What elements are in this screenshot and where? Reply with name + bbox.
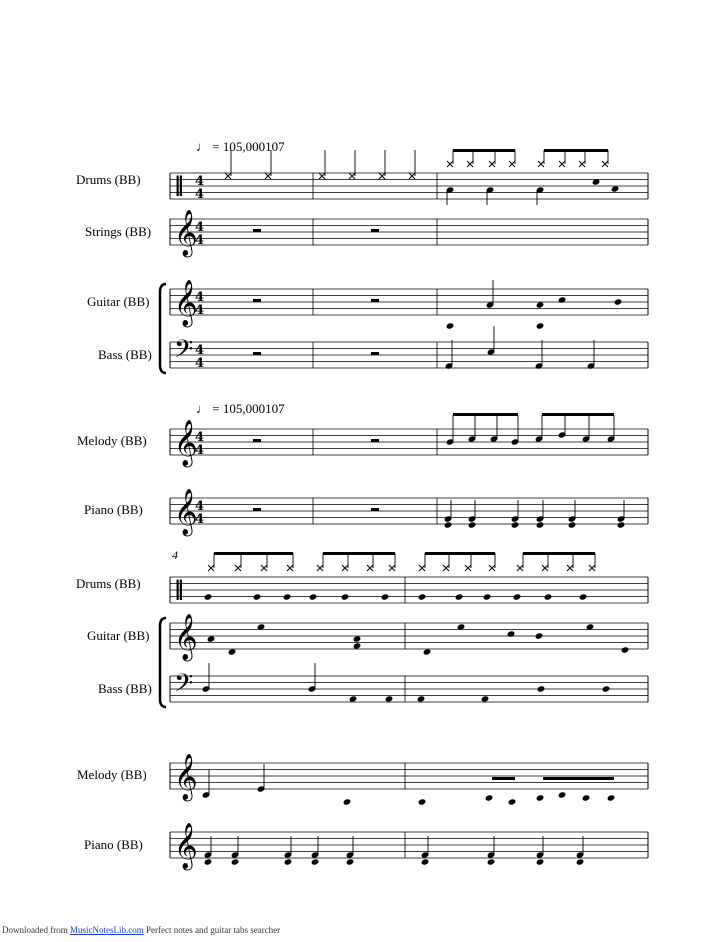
staff-label-guitar-2: Guitar (BB) — [87, 628, 150, 643]
note-head — [444, 521, 453, 528]
x-notehead — [559, 161, 565, 167]
note-beam — [523, 552, 595, 555]
note-head — [602, 685, 611, 692]
note-head — [617, 521, 626, 528]
staff2-2 — [170, 676, 648, 702]
note-head — [614, 298, 623, 305]
note-beam — [544, 149, 608, 152]
x-notehead — [317, 565, 323, 571]
note-head — [385, 695, 394, 702]
x-notehead — [389, 565, 395, 571]
whole-rest-icon — [371, 352, 379, 355]
quarter-note-icon: ♩ — [196, 139, 209, 154]
note-head — [341, 593, 350, 600]
staff-label-piano-2: Piano (BB) — [84, 837, 143, 852]
staff-label-strings: Strings (BB) — [85, 224, 152, 239]
note-head — [381, 593, 390, 600]
note-head — [309, 593, 318, 600]
x-notehead — [409, 173, 415, 179]
note-head — [487, 858, 496, 865]
x-notehead — [319, 173, 325, 179]
staff-bracket — [160, 284, 166, 373]
note-head — [507, 630, 516, 637]
time-signature-bottom: 4 — [195, 187, 205, 202]
percussion-clef-icon: ‖ — [174, 172, 184, 196]
x-notehead — [465, 565, 471, 571]
note-head — [283, 593, 292, 600]
x-notehead — [589, 565, 595, 571]
note-head — [349, 695, 358, 702]
x-notehead — [517, 565, 523, 571]
x-notehead — [349, 173, 355, 179]
x-notehead — [489, 161, 495, 167]
time-signature-top: 4 — [195, 343, 205, 358]
note-head — [231, 858, 240, 865]
whole-rest-icon — [371, 439, 379, 442]
note-head — [537, 685, 546, 692]
time-signature-bottom: 4 — [195, 443, 205, 458]
staff-5 — [170, 498, 648, 524]
staff-label-drums-2: Drums (BB) — [76, 576, 141, 591]
x-notehead — [225, 173, 231, 179]
note-head — [568, 521, 577, 528]
staff-4 — [170, 429, 648, 455]
staff2-0 — [170, 577, 648, 603]
note-beam — [542, 413, 614, 416]
note-head — [204, 593, 213, 600]
note-beam — [323, 552, 395, 555]
x-notehead — [567, 565, 573, 571]
note-head — [485, 794, 494, 801]
note-head — [558, 791, 567, 798]
x-notehead — [261, 565, 267, 571]
x-notehead — [542, 565, 548, 571]
tempo-mark-2: ♩ = 105,000107 — [196, 401, 285, 416]
x-notehead — [602, 161, 608, 167]
whole-rest-icon — [253, 439, 261, 442]
note-head — [418, 798, 427, 805]
note-head — [536, 301, 545, 308]
note-head — [558, 296, 567, 303]
note-head — [511, 521, 520, 528]
tempo-mark-1: ♩ = 105,000107 — [196, 139, 285, 154]
note-head — [607, 794, 616, 801]
x-notehead — [367, 565, 373, 571]
x-notehead — [538, 161, 544, 167]
time-signature-bottom: 4 — [195, 233, 205, 248]
time-signature-top: 4 — [195, 220, 205, 235]
staff-label-bass-2: Bass (BB) — [98, 681, 152, 696]
note-head — [446, 322, 455, 329]
time-signature-top: 4 — [195, 174, 205, 189]
note-head — [228, 648, 237, 655]
x-notehead — [379, 173, 385, 179]
note-head — [346, 858, 355, 865]
staff-label-drums: Drums (BB) — [76, 172, 141, 187]
note-head — [423, 648, 432, 655]
note-head — [481, 695, 490, 702]
note-head — [576, 858, 585, 865]
staff-label-bass: Bass (BB) — [98, 347, 152, 362]
note-head — [483, 593, 492, 600]
quarter-note-icon: ♩ — [196, 401, 209, 416]
whole-rest-icon — [253, 229, 261, 232]
x-notehead — [509, 161, 515, 167]
note-head — [536, 858, 545, 865]
note-head — [417, 695, 426, 702]
staff-label-melody: Melody (BB) — [77, 433, 147, 448]
staff2-1 — [170, 623, 648, 649]
note-head — [207, 635, 216, 642]
whole-rest-icon — [371, 229, 379, 232]
note-beam — [453, 413, 518, 416]
note-head — [204, 858, 213, 865]
note-head — [343, 798, 352, 805]
whole-rest-icon — [253, 299, 261, 302]
note-head — [421, 858, 430, 865]
time-signature-top: 4 — [195, 430, 205, 445]
time-signature-top: 4 — [195, 499, 205, 514]
note-beam — [453, 149, 515, 152]
note-head — [611, 185, 620, 192]
treble-clef-icon: 𝄞 — [174, 754, 198, 800]
x-notehead — [342, 565, 348, 571]
bass-clef-icon: 𝄢 — [174, 669, 194, 704]
note-head — [513, 593, 522, 600]
footer-link[interactable]: MusicNotesLib.com — [69, 925, 144, 935]
note-head — [468, 521, 477, 528]
note-head — [353, 642, 362, 649]
note-head — [535, 632, 544, 639]
bass-clef-icon: 𝄢 — [174, 335, 194, 370]
note-head — [311, 858, 320, 865]
note-head — [536, 322, 545, 329]
whole-rest-icon — [253, 352, 261, 355]
staff2-4 — [170, 832, 648, 858]
note-beam — [543, 777, 614, 780]
staff-2 — [170, 289, 648, 315]
percussion-clef-icon: ‖ — [174, 576, 184, 600]
note-head — [418, 593, 427, 600]
time-signature-bottom: 4 — [195, 356, 205, 371]
note-head — [579, 593, 588, 600]
x-notehead — [235, 565, 241, 571]
note-head — [353, 635, 362, 642]
note-head — [508, 798, 517, 805]
note-head — [536, 521, 545, 528]
x-notehead — [443, 565, 449, 571]
x-notehead — [265, 173, 271, 179]
time-signature-bottom: 4 — [195, 303, 205, 318]
treble-clef-icon: 𝄞 — [174, 614, 198, 660]
staff-label-guitar: Guitar (BB) — [87, 294, 150, 309]
whole-rest-icon — [371, 508, 379, 511]
treble-clef-icon: 𝄞 — [174, 489, 198, 535]
whole-rest-icon — [371, 299, 379, 302]
staff2-3 — [170, 763, 648, 789]
whole-rest-icon — [253, 508, 261, 511]
note-head — [536, 794, 545, 801]
footer-suffix: Perfect notes and guitar tabs searcher — [145, 925, 281, 935]
note-head — [544, 593, 553, 600]
staff-1 — [170, 219, 648, 245]
time-signature-top: 4 — [195, 290, 205, 305]
staff-3 — [170, 342, 648, 368]
measure-number: 4 — [172, 548, 178, 562]
staff-label-melody-2: Melody (BB) — [77, 767, 147, 782]
x-notehead — [208, 565, 214, 571]
note-head — [284, 858, 293, 865]
x-notehead — [467, 161, 473, 167]
note-head — [455, 593, 464, 600]
note-head — [582, 794, 591, 801]
staff-0 — [170, 173, 648, 199]
note-beam — [425, 552, 495, 555]
treble-clef-icon: 𝄞 — [174, 210, 198, 256]
x-notehead — [447, 161, 453, 167]
x-notehead — [287, 565, 293, 571]
treble-clef-icon: 𝄞 — [174, 280, 198, 326]
staff-bracket — [160, 618, 166, 707]
staff-label-piano: Piano (BB) — [84, 502, 143, 517]
x-notehead — [419, 565, 425, 571]
treble-clef-icon: 𝄞 — [174, 823, 198, 869]
treble-clef-icon: 𝄞 — [174, 420, 198, 466]
x-notehead — [489, 565, 495, 571]
footer — [2, 925, 280, 935]
note-head — [621, 646, 630, 653]
note-beam — [492, 777, 515, 780]
time-signature-bottom: 4 — [195, 512, 205, 527]
note-head — [253, 593, 262, 600]
note-beam — [214, 552, 293, 555]
footer-prefix: Downloaded from — [2, 925, 68, 935]
x-notehead — [579, 161, 585, 167]
